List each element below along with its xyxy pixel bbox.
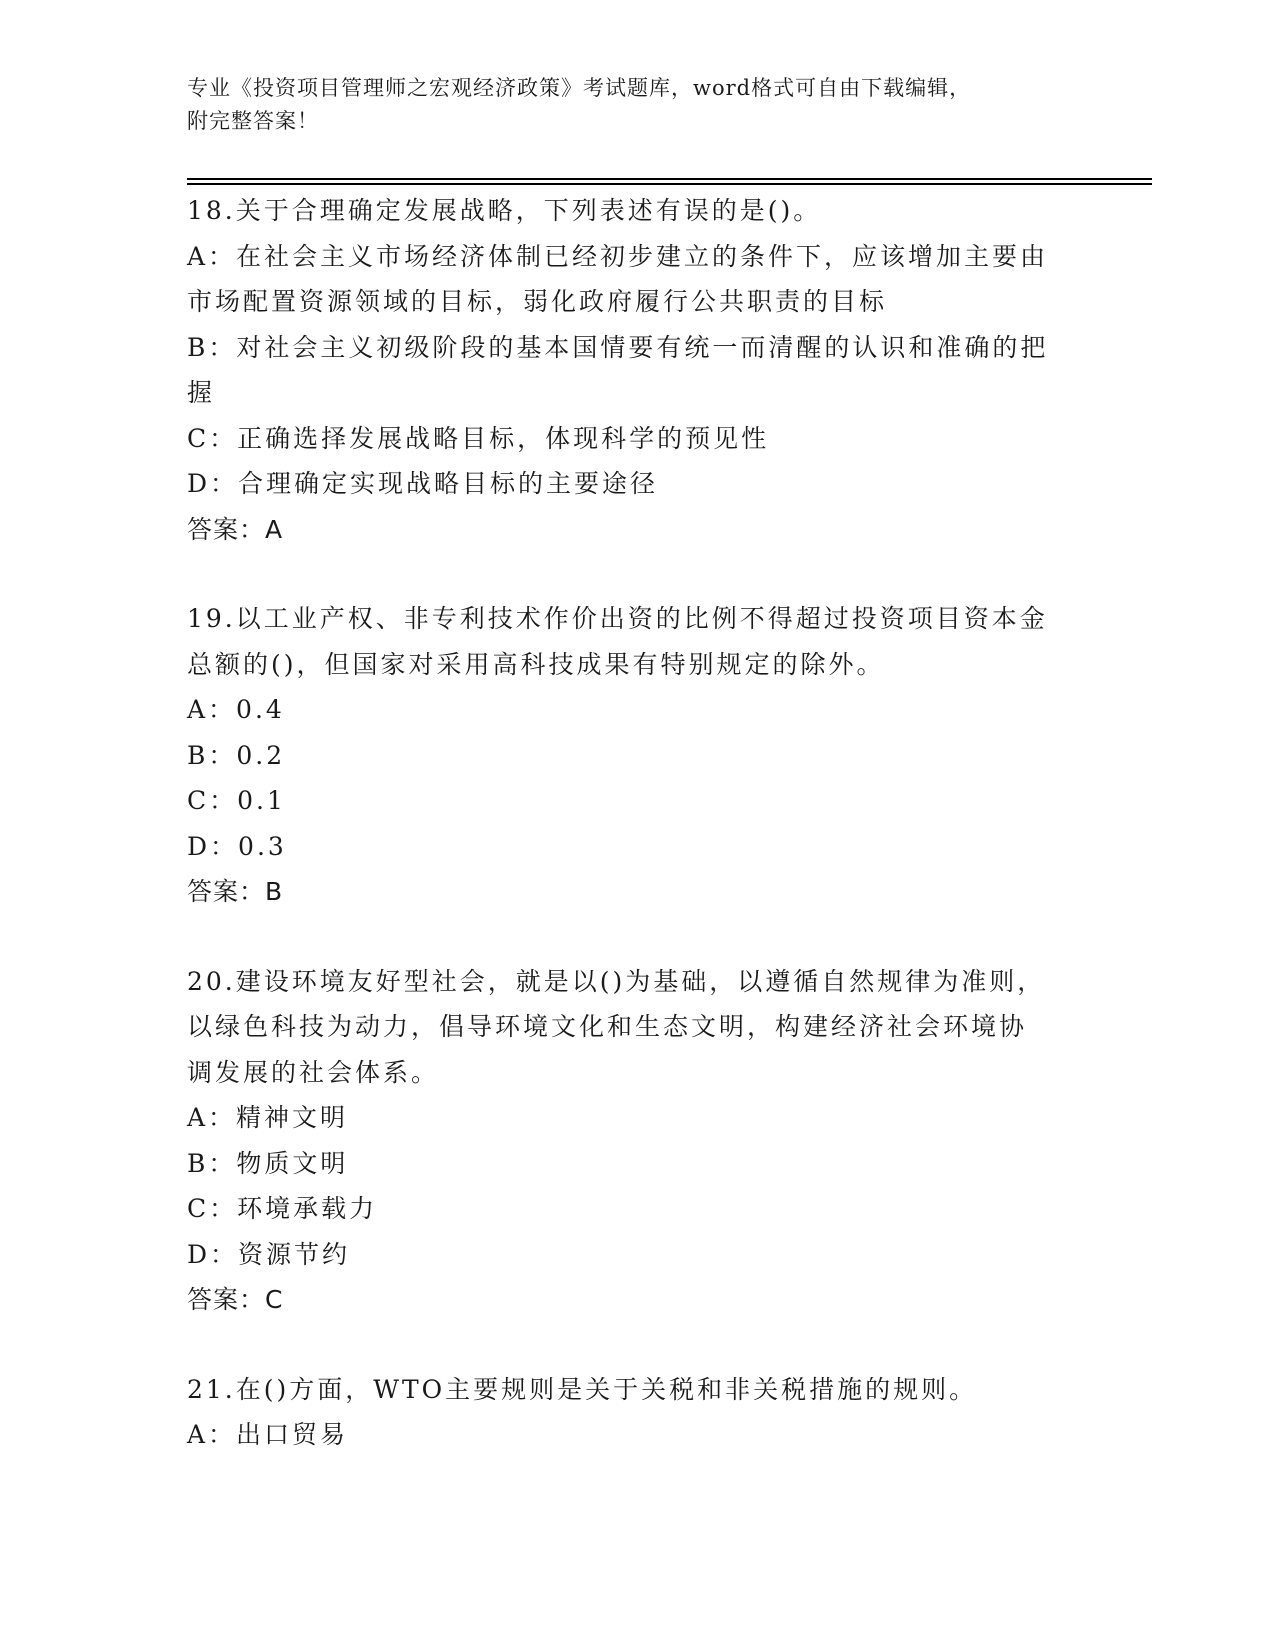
question-block <box>187 959 1077 1323</box>
answer-option: A：出口贸易 <box>187 1420 349 1449</box>
question-list <box>187 188 1077 1502</box>
header-divider-bottom <box>187 183 1152 185</box>
correct-answer: 答案：C <box>187 1285 284 1314</box>
question-stem: 18.关于合理确定发展战略，下列表述有误的是()。 <box>187 196 822 225</box>
answer-option: 握 <box>187 378 216 407</box>
answer-option: D：0.3 <box>187 831 287 861</box>
answer-option: B：物质文明 <box>187 1148 349 1178</box>
question-block <box>187 188 1077 552</box>
answer-option: C：0.1 <box>187 786 286 815</box>
answer-option: A：0.4 <box>187 695 285 724</box>
answer-option: B：对社会主义初级阶段的基本国情要有统一而清醒的认识和准确的把 <box>187 332 1049 362</box>
header-line-2: 附完整答案！ <box>187 109 319 133</box>
question-stem: 20.建设环境友好型社会，就是以()为基础，以遵循自然规律为准则， <box>187 966 1046 996</box>
question-block <box>187 1367 1077 1458</box>
header-divider-top <box>187 178 1152 180</box>
answer-option: D：资源节约 <box>187 1239 351 1269</box>
question-stem: 21.在()方面，WTO主要规则是关于关税和非关税措施的规则。 <box>187 1374 978 1404</box>
answer-option: A：精神文明 <box>187 1103 349 1132</box>
document-header <box>187 72 1087 138</box>
answer-option: 市场配置资源领域的目标，弱化政府履行公共职责的目标 <box>187 287 888 316</box>
question-block <box>187 596 1077 915</box>
question-stem: 总额的()，但国家对采用高科技成果有特别规定的除外。 <box>187 649 885 679</box>
answer-option: C：环境承载力 <box>187 1194 378 1223</box>
header-line-1: 专业《投资项目管理师之宏观经济政策》考试题库，word格式可自由下载编辑， <box>187 76 972 100</box>
answer-option: D：合理确定实现战略目标的主要途径 <box>187 469 659 498</box>
answer-option: A：在社会主义市场经济体制已经初步建立的条件下，应该增加主要由 <box>187 241 1049 271</box>
question-stem: 以绿色科技为动力，倡导环境文化和生态文明，构建经济社会环境协 <box>187 1012 1028 1041</box>
answer-option: C：正确选择发展战略目标，体现科学的预见性 <box>187 423 770 453</box>
correct-answer: 答案：B <box>187 877 284 906</box>
question-stem: 19.以工业产权、非专利技术作价出资的比例不得超过投资项目资本金 <box>187 604 1048 633</box>
question-stem: 调发展的社会体系。 <box>187 1057 440 1087</box>
answer-option: B：0.2 <box>187 740 286 770</box>
correct-answer: 答案：A <box>187 514 284 544</box>
